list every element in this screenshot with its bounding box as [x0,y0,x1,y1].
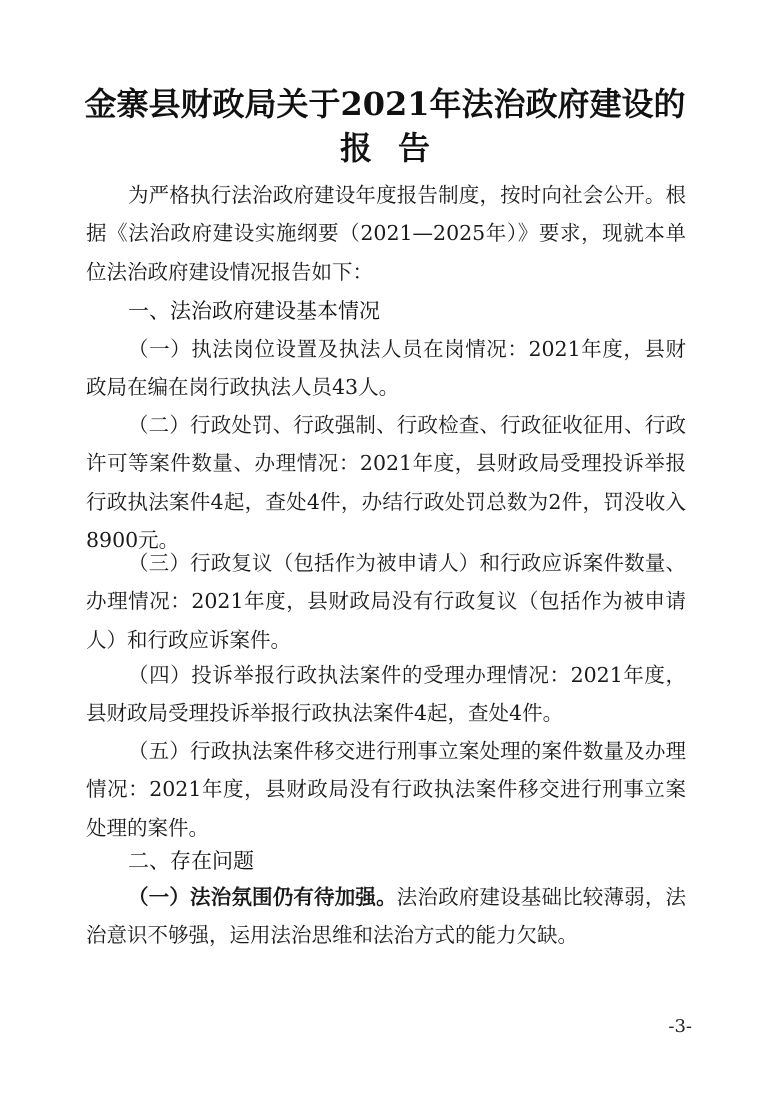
item1-paragraph: （一）执法岗位设置及执法人员在岗情况：2021年度，县财政局在编在岗行政执法人员43人。 [86,337,686,400]
document-title-line2: 报告 [339,129,456,167]
item4-paragraph: （四）投诉举报行政执法案件的受理办理情况：2021年度，县财政局受理投诉举报行政执法案件4起，查处4件。 [86,663,686,726]
problem1-paragraph [86,878,686,955]
section1-heading: 一、法治政府建设基本情况 [128,299,380,323]
document-title-line1: 金寨县财政局关于2021年法治政府建设的 [84,85,686,123]
item2-paragraph: （二）行政处罚、行政强制、行政检查、行政征收征用、行政许可等案件数量、办理情况：2021年度，县财政局受理投诉举报行政执法案件4起，查处4件，办结行政处罚总数为2件，罚没收入8900元。 [86,413,686,553]
section2-heading: 二、存在问题 [128,849,254,873]
page-number: -3- [668,1016,692,1037]
problem1-text: 法治政府建设基础比较薄弱，法治意识不够强，运用法治思维和法治方式的能力欠缺。 [86,885,686,948]
intro-paragraph: 为严格执行法治政府建设年度报告制度，按时向社会公开。根据《法治政府建设实施纲要（2021—2025年）》要求，现就本单位法治政府建设情况报告如下： [86,183,686,284]
item3-paragraph: （三）行政复议（包括作为被申请人）和行政应诉案件数量、办理情况：2021年度，县财政局没有行政复议（包括作为被申请人）和行政应诉案件。 [86,551,686,652]
item5-paragraph: （五）行政执法案件移交进行刑事立案处理的案件数量及办理情况：2021年度，县财政局没有行政执法案件移交进行刑事立案处理的案件。 [86,739,686,840]
problem1-bold-heading: （一）法治氛围仍有待加强。 [128,885,397,909]
